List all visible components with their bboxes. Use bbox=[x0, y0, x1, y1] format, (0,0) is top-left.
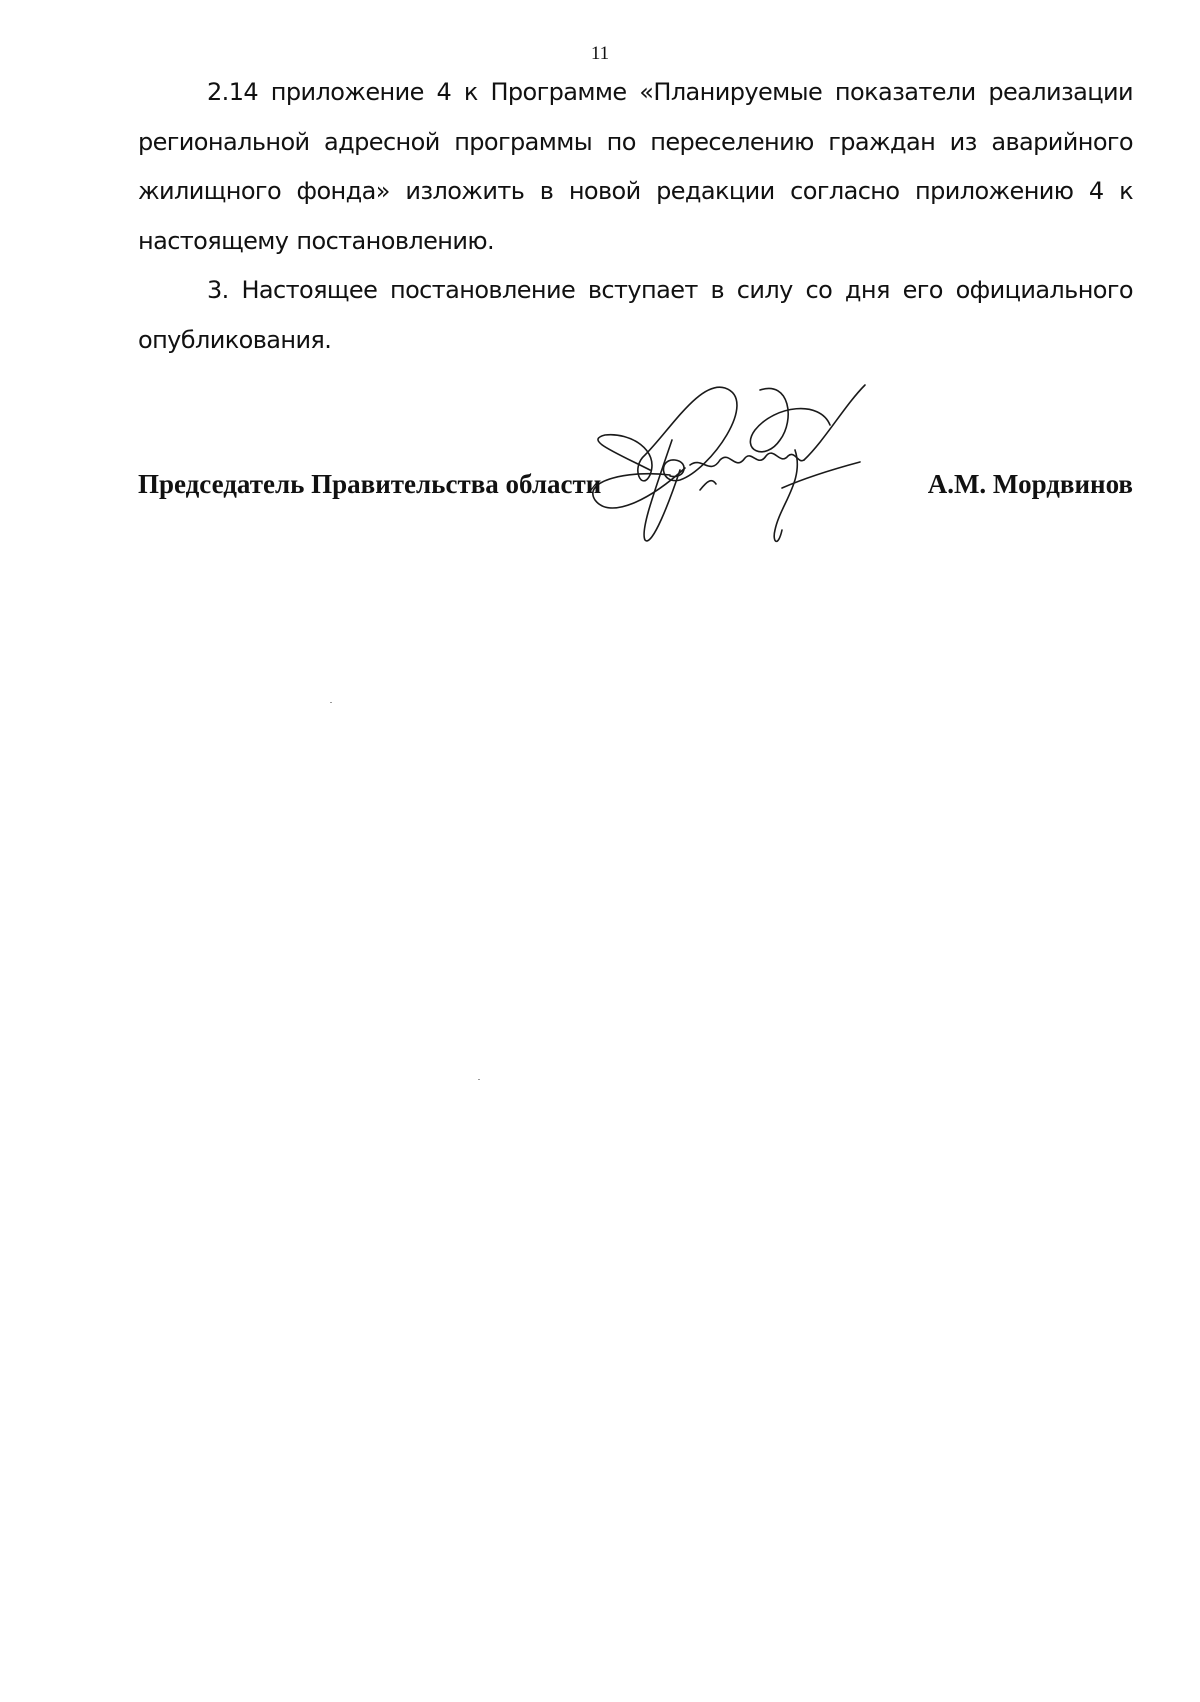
signature-block bbox=[138, 466, 1133, 502]
signatory-position: Председатель Правительства области bbox=[138, 469, 602, 499]
signatory-name: А.М. Мордвинов bbox=[927, 469, 1133, 499]
scan-speck bbox=[478, 1079, 480, 1080]
paragraph-3: 3. Настоящее постановление вступает в силу со дня его официального опубликования. bbox=[138, 276, 1133, 354]
document-body bbox=[138, 68, 1133, 365]
page-number: 11 bbox=[590, 43, 610, 64]
scan-speck bbox=[330, 702, 332, 703]
paragraph-2-14: 2.14 приложение 4 к Программе «Планируемые показатели реализации региональной адресной программы по переселению граждан из аварийного жилищного фонда» изложить в новой редакции согласно приложению 4 к настоящему постановлению. bbox=[138, 78, 1133, 255]
